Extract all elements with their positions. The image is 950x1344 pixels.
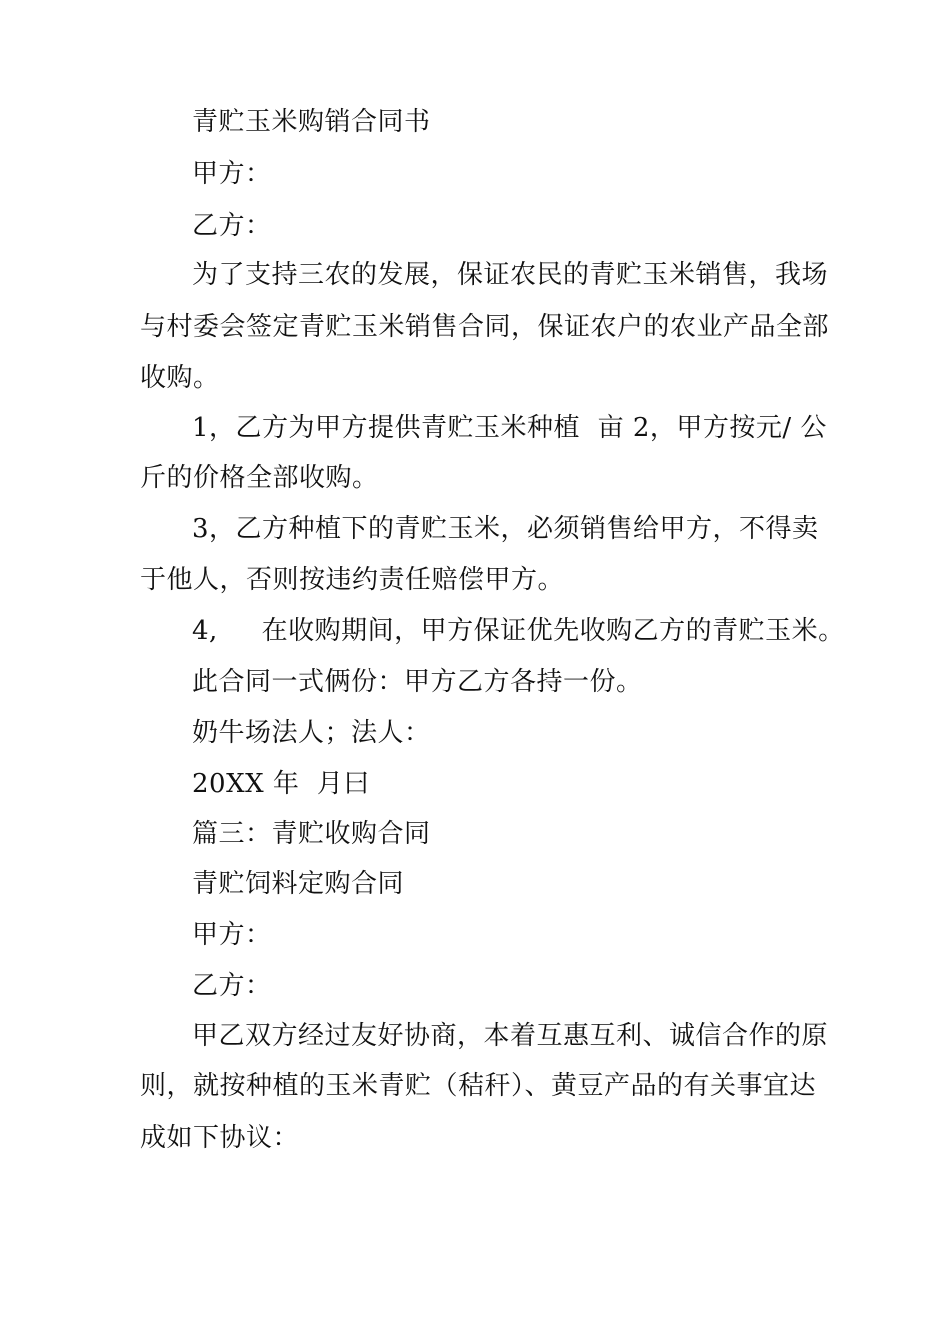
clause-line: 4, 在收购期间，甲方保证优先收购乙方的青贮玉米。 <box>192 616 845 646</box>
contract-title: 青贮饲料定购合同 <box>192 869 405 899</box>
party-b-label: 乙方： <box>192 971 272 1001</box>
paragraph-line: 则，就按种植的玉米青贮（秸秆）、黄豆产品的有关事宜达 <box>140 1071 817 1101</box>
party-a-label: 甲方： <box>192 159 272 189</box>
copies-line: 此合同一式俩份：甲方乙方各持一份。 <box>192 667 643 697</box>
paragraph-line: 与村委会签定青贮玉米销售合同，保证农户的农业产品全部 <box>140 312 830 342</box>
date-line: 20XX 年 月曰 <box>192 769 370 799</box>
clause-line: 1，乙方为甲方提供青贮玉米种植 亩 2，甲方按元/ 公 <box>192 413 827 443</box>
paragraph-line: 收购。 <box>140 363 220 393</box>
section-heading: 篇三：青贮收购合同 <box>192 819 431 849</box>
signature-line: 奶牛场法人；法人： <box>192 718 431 748</box>
clause-line: 于他人，否则按违约责任赔偿甲方。 <box>140 565 565 595</box>
paragraph-line: 为了支持三农的发展，保证农民的青贮玉米销售，我场 <box>192 260 829 290</box>
paragraph-line: 成如下协议： <box>140 1123 300 1153</box>
contract-title: 青贮玉米购销合同书 <box>192 107 431 137</box>
party-a-label: 甲方： <box>192 920 272 950</box>
party-b-label: 乙方： <box>192 211 272 241</box>
paragraph-line: 甲乙双方经过友好协商，本着互惠互利、诚信合作的原 <box>192 1021 829 1051</box>
clause-line: 3，乙方种植下的青贮玉米，必须销售给甲方，不得卖 <box>192 514 819 544</box>
clause-line: 斤的价格全部收购。 <box>140 463 379 493</box>
